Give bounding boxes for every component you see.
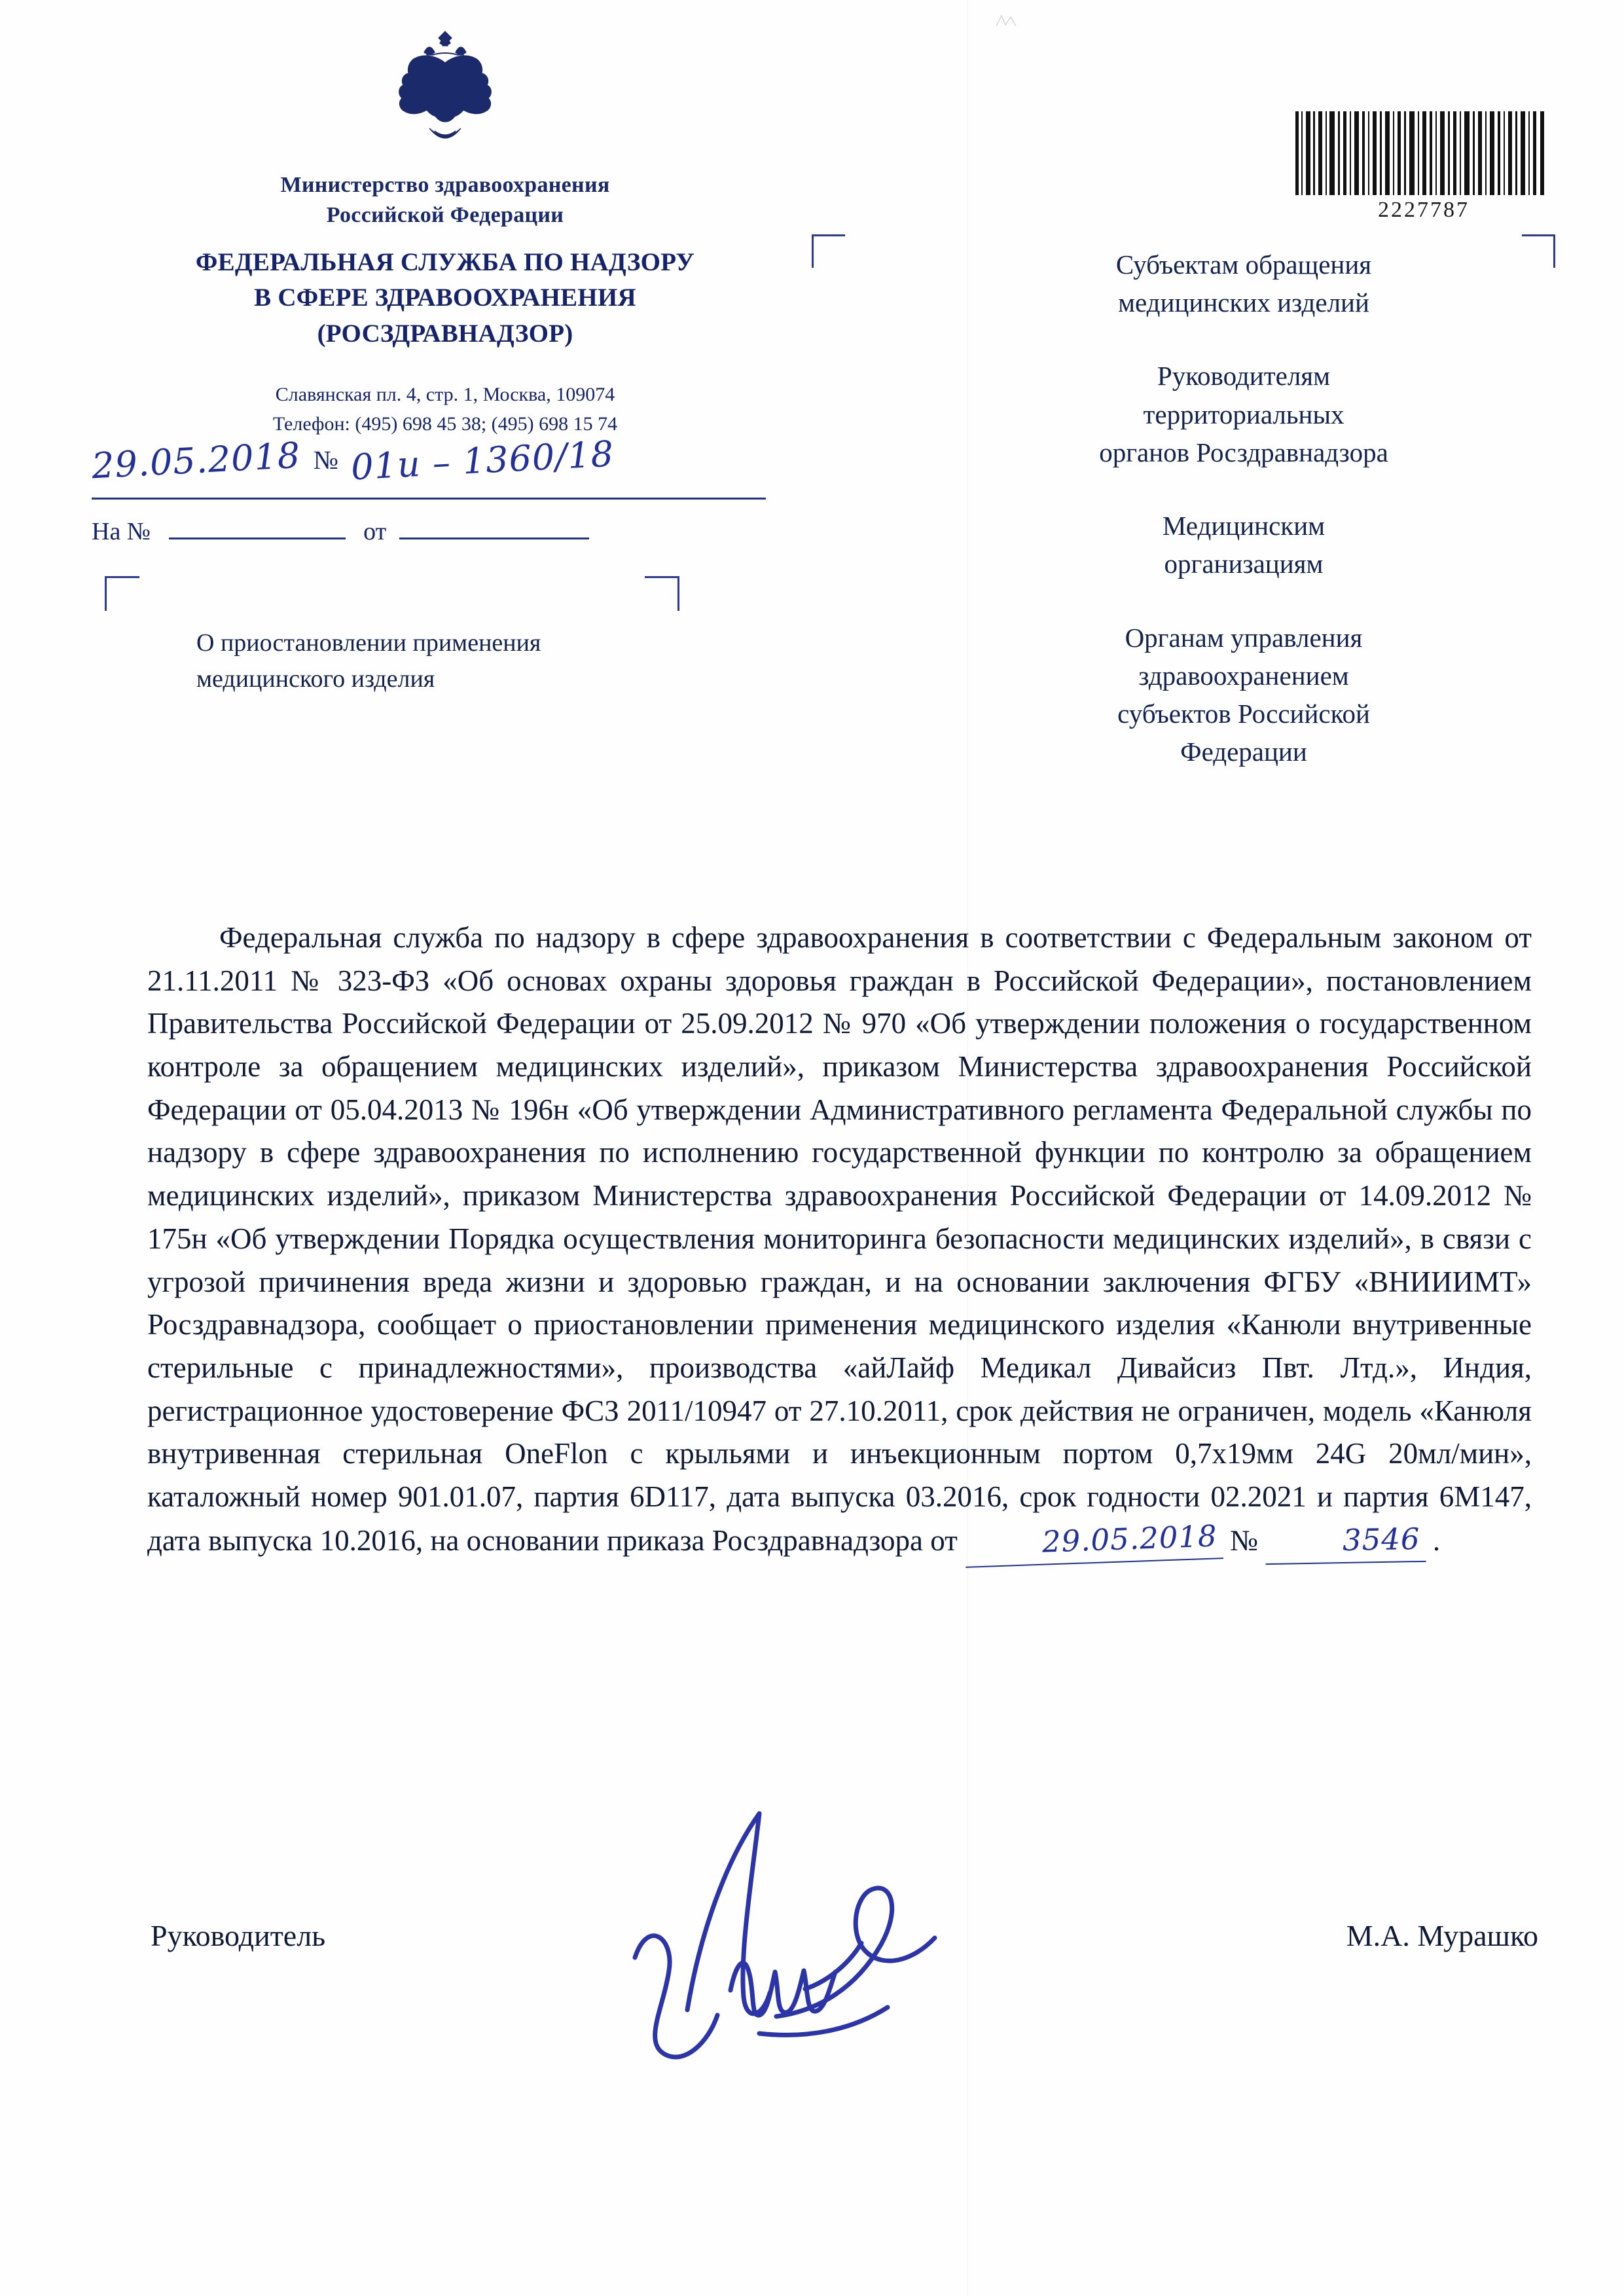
- addressee-1: [949, 246, 1538, 321]
- addressee-4: [949, 619, 1538, 771]
- signer-position: Руководитель: [151, 1919, 326, 1952]
- body-main-text: Федеральная служба по надзору в сфере здравоохранения в соответствии с Федеральным законом от 21.11.2011 № 323-ФЗ «Об основах охраны здоровья граждан в Российской Федерации», постановлением Правительства Российской Федерации от 25.09.2012 № 970 «Об утверждении положения о государственном контроле за обращением медицинских изделий», приказом Министерства здравоохранения Российской Федерации от 05.04.2013 № 196н «Об утверждении Административного регламента Федеральной службы по надзору в сфере здравоохранения по исполнению государственной функции по контролю за обращением медицинских изделий», приказом Министерства здравоохранения Российской Федерации от 14.09.2012 № 175н «Об утверждении Порядка осуществления мониторинга безопасности медицинских изделий», в связи с угрозой причинения вреда жизни и здоровью граждан, и на основании заключения ФГБУ «ВНИИИМТ» Росздравнадзора, сообщает о приостановлении применения медицинского изделия «Канюли внутривенные стерильные с принадлежностями», производства «айЛайф Медикал Дивайсиз Пвт. Лтд.», Индия, регистрационное удостоверение ФСЗ 2011/10947 от 27.10.2011, срок действия не ограничен, модель «Канюля внутривенная стерильная OneFlon с крыльями и инъекционным портом 0,7х19мм 24G 20мл/мин», каталожный номер 901.01.07, партия 6D117, дата выпуска 03.2016, срок годности 02.2021 и партия 6М147, дата выпуска 10.2016, на основании приказа Росздравнадзора от: [147, 921, 1532, 1557]
- phone-numbers: Телефон: (495) 698 45 38; (495) 698 15 74: [272, 412, 618, 435]
- barcode-icon: [1293, 111, 1549, 195]
- ministry-line-1: Министерство здравоохранения: [280, 173, 610, 197]
- from-label: от: [363, 518, 387, 545]
- addressee-3: [949, 507, 1538, 583]
- subject-block: [196, 625, 694, 697]
- signature-row: [151, 1918, 1538, 1953]
- addressee-4-line-4: Федерации: [1180, 737, 1307, 767]
- addressee-2-line-1: Руководителям: [1157, 361, 1331, 392]
- russian-coat-of-arms-icon: [386, 26, 504, 164]
- number-symbol: №: [313, 445, 338, 475]
- service-line-3: (РОСЗДРАВНАДЗОР): [317, 319, 573, 348]
- addressee-1-line-1: Субъектам обращения: [1115, 249, 1372, 280]
- addressees-block: [949, 246, 1538, 806]
- subject-line-1: О приостановлении применения: [196, 629, 541, 657]
- registration-line: [90, 433, 812, 488]
- addressee-4-line-2: здравоохранением: [1138, 660, 1349, 691]
- registration-date: 29.05.2018: [90, 434, 302, 487]
- order-number-handwritten: 3546: [1265, 1517, 1426, 1564]
- letterhead-contacts: [92, 380, 799, 439]
- reply-date-blank: [399, 518, 589, 539]
- barcode-block: [1293, 111, 1555, 223]
- barcode-number: 2227787: [1378, 198, 1470, 222]
- service-name: [92, 245, 799, 352]
- reply-number-blank: [169, 518, 346, 539]
- order-date-handwritten: 29.05.2018: [964, 1514, 1223, 1567]
- reply-label: На №: [92, 518, 151, 545]
- registration-number: 01и – 1360/18: [350, 433, 615, 488]
- addressee-3-line-2: организациям: [1164, 549, 1324, 579]
- addressee-2-line-3: органов Росздравнадзора: [1099, 437, 1388, 467]
- subject-bracket-top-left: [105, 576, 139, 611]
- signer-name: М.А. Мурашко: [1346, 1919, 1538, 1952]
- addressee-2: [949, 357, 1538, 471]
- addressee-3-line-1: Медицинским: [1162, 511, 1326, 541]
- postal-address: Славянская пл. 4, стр. 1, Москва, 109074: [275, 383, 615, 405]
- ministry-line-2: Российской Федерации: [326, 202, 564, 227]
- registration-underline: [92, 498, 766, 500]
- addressee-4-line-1: Органам управления: [1125, 622, 1363, 653]
- scan-artifact: [995, 13, 1021, 30]
- reply-reference-line: [92, 517, 596, 546]
- service-line-1: ФЕДЕРАЛЬНАЯ СЛУЖБА ПО НАДЗОРУ: [195, 247, 695, 276]
- addressee-2-line-2: территориальных: [1143, 399, 1344, 429]
- body-final-period: .: [1432, 1523, 1441, 1557]
- order-number-symbol: №: [1229, 1523, 1258, 1557]
- letterhead: [92, 26, 799, 439]
- addressee-4-line-3: субъектов Российской: [1117, 698, 1370, 729]
- letter-body: [147, 917, 1532, 1563]
- addressee-bracket-top-left: [812, 234, 845, 268]
- addressee-1-line-2: медицинских изделий: [1118, 287, 1369, 318]
- ministry-name: [92, 170, 799, 230]
- subject-line-2: медицинского изделия: [196, 665, 435, 693]
- subject-bracket-top-right: [645, 576, 679, 611]
- service-line-2: В СФЕРЕ ЗДРАВООХРАНЕНИЯ: [254, 283, 636, 312]
